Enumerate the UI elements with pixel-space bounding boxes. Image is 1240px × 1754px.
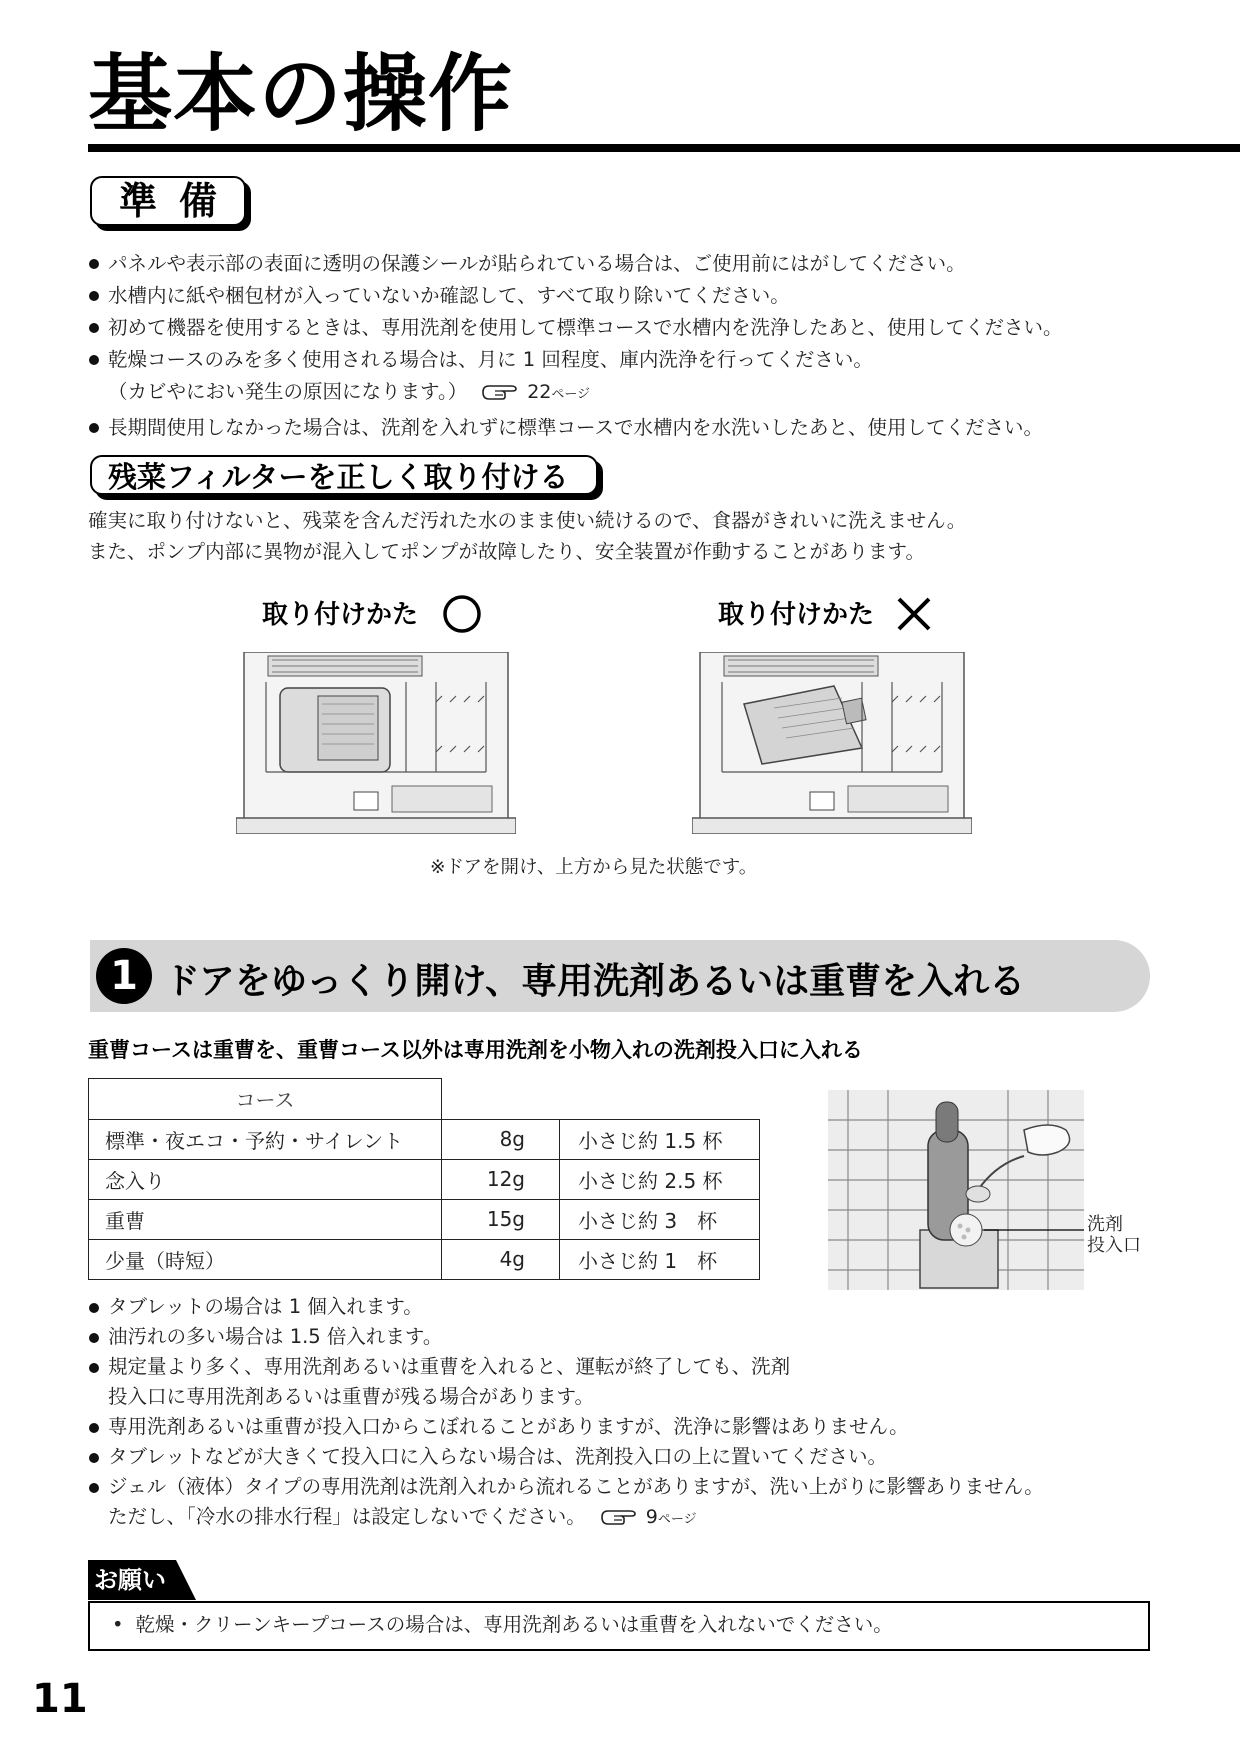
cell-spoon: 小さじ約 3 杯 (560, 1199, 760, 1239)
list-item: 乾燥コースのみを多く使用される場合は、月に 1 回程度、庫内洗浄を行ってください。 （カビやにおい発生の原因になります。） 22ページ (88, 344, 1063, 412)
title-rule (88, 144, 1240, 152)
table-row (89, 1199, 760, 1239)
detergent-inlet-figure (828, 1090, 1084, 1294)
cell-course: 標準・夜エコ・予約・サイレント (89, 1119, 442, 1159)
list-item: パネルや表示部の表面に透明の保護シールが貼られている場合は、ご使用前にはがしてください。 (88, 248, 1063, 280)
detergent-table (88, 1078, 760, 1280)
page-number: 11 (32, 1676, 88, 1722)
table-row (89, 1119, 760, 1159)
page-title: 基本の操作 (88, 45, 514, 143)
cross-ng-icon (896, 596, 932, 636)
list-item: 油汚れの多い場合は 1.5 倍入れます。 (88, 1322, 1044, 1352)
cell-amount: 8g (442, 1119, 560, 1159)
list-item: タブレットの場合は 1 個入れます。 (88, 1292, 1044, 1322)
dosing-notes (88, 1292, 1044, 1536)
table-header-course: コース (89, 1079, 442, 1120)
list-item: 規定量より多く、専用洗剤あるいは重曹を入れると、運転が終了しても、洗剤 投入口に専用洗剤あるいは重曹が残る場合があります。 (88, 1352, 1044, 1412)
page-ref[interactable]: 22ページ (527, 381, 591, 403)
correct-install-label: 取り付けかた (262, 600, 419, 630)
cell-amount: 15g (442, 1199, 560, 1239)
list-item: 専用洗剤あるいは重曹が投入口からこぼれることがありますが、洗浄に影響はありません。 (88, 1412, 1044, 1442)
cell-course: 念入り (89, 1159, 442, 1199)
wrong-filter-figure (692, 652, 972, 838)
pointing-hand-icon (600, 1506, 640, 1536)
cell-spoon: 小さじ約 2.5 杯 (560, 1159, 760, 1199)
detergent-inlet-callout: 洗剤 投入口 (1087, 1214, 1141, 1256)
list-item: 初めて機器を使用するときは、専用洗剤を使用して標準コースで水槽内を洗浄したあと、使用してください。 (88, 312, 1063, 344)
notice-label (88, 1560, 198, 1600)
list-item-sub: 投入口に専用洗剤あるいは重曹が残る場合があります。 (108, 1385, 594, 1408)
list-item: タブレットなどが大きくて投入口に入らない場合は、洗剤投入口の上に置いてください。 (88, 1442, 1044, 1472)
notice-label-text: お願い (94, 1566, 166, 1594)
cell-spoon: 小さじ約 1 杯 (560, 1239, 760, 1279)
table-row (89, 1159, 760, 1199)
step-number: 1 (96, 948, 152, 1004)
notice-box: • 乾燥・クリーンキープコースの場合は、専用洗剤あるいは重曹を入れないでください。 (88, 1601, 1150, 1651)
cell-amount: 4g (442, 1239, 560, 1279)
cell-amount: 12g (442, 1159, 560, 1199)
prep-list (88, 248, 1063, 444)
table-row (89, 1239, 760, 1279)
cell-course: 重曹 (89, 1199, 442, 1239)
wrong-install-label: 取り付けかた (718, 600, 875, 630)
step-1-title: ドアをゆっくり開け、専用洗剤あるいは重曹を入れる (164, 961, 1026, 1002)
filter-heading: 残菜フィルターを正しく取り付ける (90, 455, 598, 495)
table-header-blank (442, 1079, 760, 1120)
list-item-sub: （カビやにおい発生の原因になります。） 22ページ (108, 376, 1063, 412)
page-ref[interactable]: 9ページ (645, 1506, 697, 1528)
filter-text-line: 確実に取り付けないと、残菜を含んだ汚れた水のまま使い続けるので、食器がきれいに洗えません。 (88, 509, 967, 532)
list-item: 長期間使用しなかった場合は、洗剤を入れずに標準コースで水槽内を水洗いしたあと、使用してください。 (88, 412, 1063, 444)
cell-course: 少量（時短） (89, 1239, 442, 1279)
list-item: ジェル（液体）タイプの専用洗剤は洗剤入れから流れることがありますが、洗い上がりに影響ありません。 ただし、「冷水の排水行程」は設定しないでください。 9ページ (88, 1472, 1044, 1536)
pointing-hand-icon (481, 380, 521, 412)
table-header-row (89, 1079, 760, 1120)
correct-filter-figure (236, 652, 516, 838)
filter-description (88, 505, 966, 567)
cell-spoon: 小さじ約 1.5 杯 (560, 1119, 760, 1159)
circle-ok-icon (442, 594, 482, 638)
figure-note: ※ドアを開け、上方から見た状態です。 (430, 857, 758, 878)
filter-text-line: また、ポンプ内部に異物が混入してポンプが故障したり、安全装置が作動することがあります。 (88, 540, 925, 563)
list-item: 水槽内に紙や梱包材が入っていないか確認して、すべて取り除いてください。 (88, 280, 1063, 312)
list-item-sub: ただし、「冷水の排水行程」は設定しないでください。 9ページ (108, 1502, 1044, 1536)
step-1-subheading: 重曹コースは重曹を、重曹コース以外は専用洗剤を小物入れの洗剤投入口に入れる (88, 1038, 863, 1062)
prep-heading: 準備 (90, 176, 246, 226)
